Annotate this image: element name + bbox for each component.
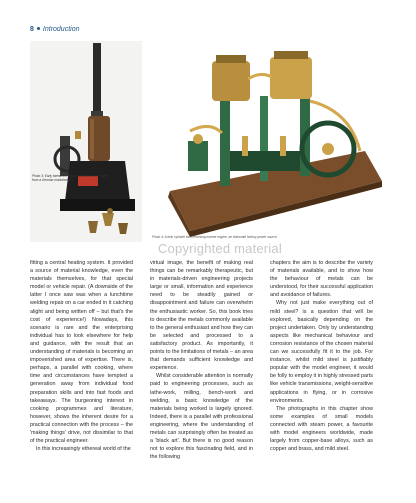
text-column-3: [270, 259, 373, 453]
paragraph: Why not just make everything out of mild steel? is a question that will be explored, basically depending on the project undertaken. Only by understanding aspects like mechanical behaviour and corrosion resistance of the chosen material can we successfully fit it to the job. For instance, whilst mild steel is justifiably popular with the model engineer, it would be folly to employ it in highly stressed parts like vehicle transmissions, weight-sensitive applications in flying, or in corrosive environments.: [270, 300, 373, 404]
bullet-icon: [37, 27, 40, 30]
paragraph: Whilst considerable attention is normally paid to engineering processes, such as lathe-work, milling, bench-work and welding, a basic knowledge of the materials being worked is largely ignored. Indeed, there is a parallel with professional engineering, where the understanding of metals can surprisingly often be treated as a 'black art'. But there is no good reason not to explore this fascinating field, and in the following: [150, 373, 253, 461]
section-title: Introduction: [42, 26, 80, 33]
paragraph: The photographs in this chapter show some examples of small models connected with steam power, a favourite with model engineers worldwide, made largely from copper-base alloys, such as copper and brass, and mild steel.: [270, 405, 373, 453]
marine-engine-illustration: [150, 41, 387, 242]
photo-vertical-steam-engine: [30, 41, 142, 242]
photo-caption-left: Photo 3: Early twentieth century vertical steam engine, from a German manufacturer.: [32, 174, 109, 183]
text-column-1: [30, 259, 133, 453]
paragraph: In this increasingly ethereal world of the: [36, 446, 131, 453]
photo-caption-right: Photo 4: A twin cylinder twin reversing marine engine, an elaborate factory power source.: [152, 235, 278, 239]
text-column-2: [150, 259, 253, 461]
page-number: 8: [30, 26, 34, 33]
paragraph: chapters the aim is to describe the variety of materials available, and to show how the behaviour of metals can be understood, for their successful application and avoidance of failures.: [270, 260, 373, 299]
paragraph: fitting a central heating system. It provided a source of material knowledge, even the materials themselves, for that special model or vehicle repair. (A downside of the latter I once saw was when a lunchtime welding repair on a car ended in it catching alight and being written off – but that's the cost of experience!) Nowadays, this scenario is rare and the enterprising individual has to look elsewhere for help and guidance, with the result that an understanding of materials is becoming an impoverished area of expertise. There is, perhaps, a parallel with cooking, where time and circumstances have tempted a generation away from individual food preparation skills and into fast foods and takeaways. The burgeoning interest in cooking programmes and literature, however, shows the inherent desire for a practical connection with the process – the 'making things' drive, not dissimilar to that of the practical engineer.: [30, 260, 133, 445]
vertical-steam-engine-illustration: [30, 41, 142, 242]
photo-marine-engine: [150, 41, 387, 242]
paragraph: virtual image, the benefit of making real things can be remarkably therapeutic, but in materials-driven engineering projects large or small, information and experience need to be steadily gained or disappointment and failure can overwhelm the enthusiastic worker. So, this book tries to describe the metals commonly available to the general enthusiast and how they can be selected and processed to a satisfactory product. As importantly, it points to the limitations of metals – an area that demands sufficient knowledge and experience.: [150, 260, 253, 372]
copyright-watermark: Copyrighted material: [158, 241, 282, 256]
running-header: [30, 26, 80, 33]
